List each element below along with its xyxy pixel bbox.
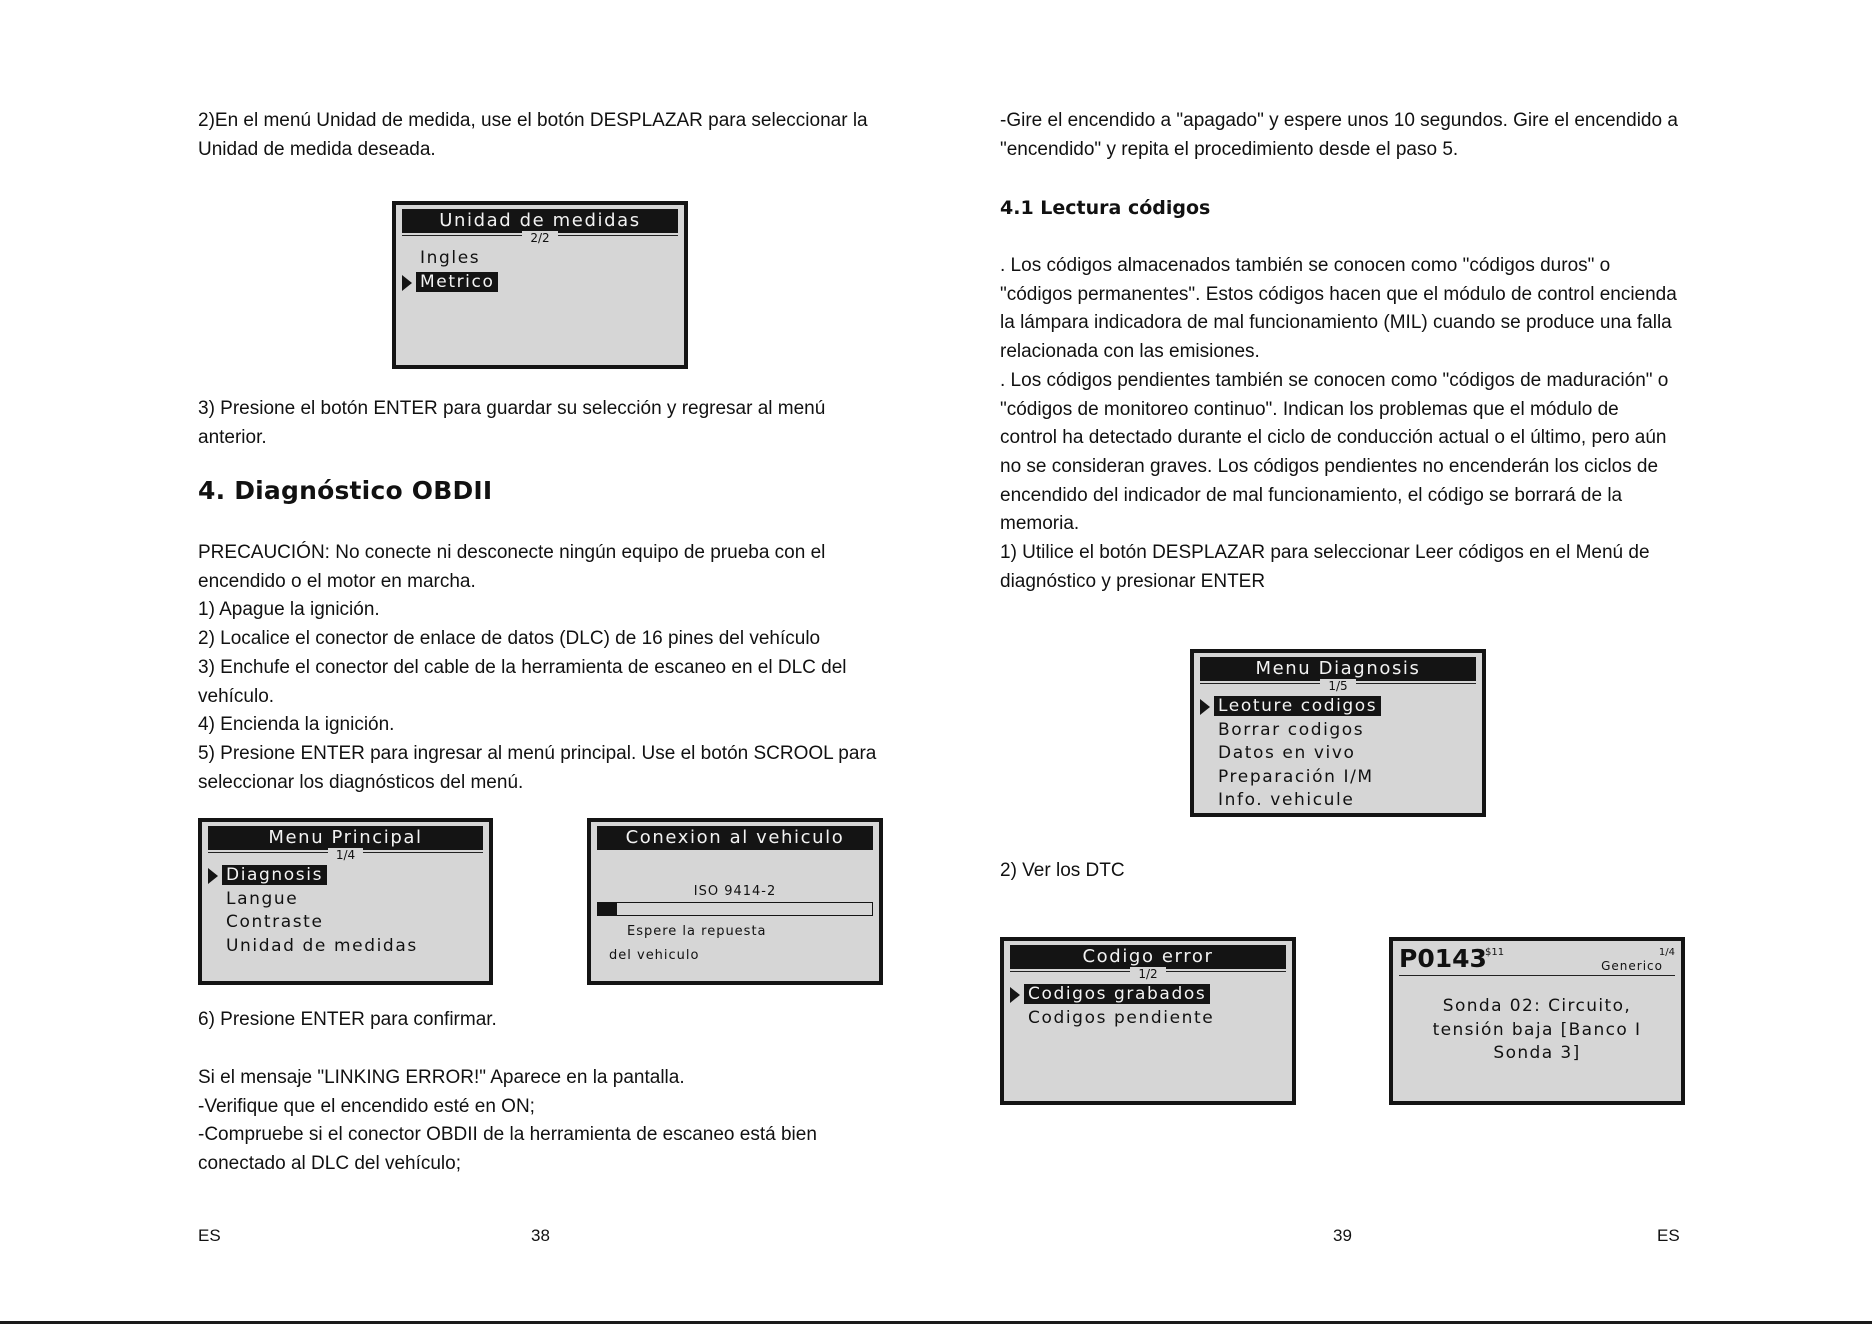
dtc-description: Sonda 02: Circuito, tensión baja [Banco I Sonda 3] [1432,996,1642,1063]
menu-item-label: Ingles [420,248,481,268]
lcd-menu [208,864,483,958]
menu-item-diagnosis[interactable] [208,864,483,888]
menu-item-label: Unidad de medidas [226,935,418,956]
menu-item-label: Borrar codigos [1218,719,1365,740]
pager-label: 2/2 [522,231,557,245]
pager-label: 1/4 [328,848,363,862]
lcd-diagnosis-menu-screen [1190,649,1486,817]
footer-language: ES [198,1226,221,1245]
pager-label: 1/2 [1130,967,1165,981]
lcd-units-screen [392,201,688,369]
menu-item-label: Langue [226,888,299,909]
menu-item-label: Info. vehicule [1218,790,1355,810]
paragraph-linking-error: Si el mensaje "LINKING ERROR!" Aparece en la pantalla. -Verifique que el encendido esté en ON; -Compruebe si el conector OBDII de la herramienta de escaneo está bien conectado al DLC del vehículo; [198,1067,817,1175]
dtc-type: Generico [1601,959,1663,973]
wait-message-line2: del vehiculo [609,948,700,963]
selection-arrow-icon [1200,699,1210,715]
menu-item-info-vehicule[interactable] [1200,789,1476,813]
paragraph-step6: 6) Presione ENTER para confirmar. [198,1009,497,1030]
selection-arrow-icon [402,275,412,291]
section-heading: 4. Diagnóstico OBDII [198,476,493,505]
dtc-code: P0143 [1399,944,1487,973]
menu-item-contraste[interactable] [208,911,483,935]
lcd-error-code-screen [1000,937,1296,1105]
menu-item-label: Datos en vivo [1218,743,1356,763]
menu-item-unidad-medidas[interactable] [208,935,483,959]
lcd-title: Conexion al vehiculo [597,826,873,850]
menu-item-label: Metrico [416,272,498,292]
lcd-title: Codigo error [1010,945,1286,969]
right-page [936,0,1872,1324]
divider [1399,975,1675,976]
menu-item-codigos-pendiente[interactable] [1010,1007,1286,1031]
pager-label: 1/5 [1320,679,1355,693]
protocol-label: ISO 9414-2 [693,884,777,899]
paragraph-codes: . Los códigos almacenados también se conocen como "códigos duros" o "códigos permanentes". Estos códigos hacen que el módulo de control encienda la lámpara indicadora de mal funcionamiento (MIL) cuando se produce una falla relacionada con las emisiones. . Los códigos pendientes también se conocen como "códigos de maduración" o "códigos de monitoreo continuo". Indican los problemas que el módulo de control ha detectado durante el ciclo de conducción actual o el último, pero aún no se consideran graves. Los códigos pendientes no encenderán los ciclos de encendido del indicador de mal funcionamiento, el código se borrará de la memoria. 1) Utilice el botón DESPLAZAR para seleccionar Leer códigos en el Menú de diagnóstico y presionar ENTER [1000,255,1677,592]
menu-item-metrico[interactable] [402,271,678,295]
menu-item-langue[interactable] [208,888,483,912]
lcd-menu [1200,695,1476,813]
menu-item-borrar-codigos[interactable] [1200,719,1476,743]
page-number: 39 [1333,1226,1352,1245]
paragraph-ignition: -Gire el encendido a "apagado" y espere unos 10 segundos. Gire el encendido a "encendido" y repita el procedimiento desde el paso 5. [1000,110,1678,160]
menu-item-label: Diagnosis [222,865,327,885]
menu-item-label: Codigos grabados [1024,984,1210,1004]
footer-language: ES [1657,1226,1680,1245]
paragraph-step3: 3) Presione el botón ENTER para guardar su selección y regresar al menú anterior. [198,398,826,448]
paragraph-precaution: PRECAUCIÓN: No conecte ni desconecte ningún equipo de prueba con el encendido o el motor en marcha. 1) Apague la ignición. 2) Localice el conector de enlace de datos (DLC) de 16 pines del vehículo 3) Enchufe el conector del cable de la herramienta de escaneo en el DLC del vehículo. 4) Encienda la ignición. 5) Presione ENTER para ingresar al menú principal. Use el botón SCROOL para seleccionar los diagnósticos del menú. [198,542,877,793]
menu-item-label: Contraste [226,912,324,932]
page-number: 38 [531,1226,550,1245]
selection-arrow-icon [208,868,218,884]
lcd-main-menu-screen [198,818,493,985]
selection-arrow-icon [1010,987,1020,1003]
menu-item-label: Leoture codigos [1214,696,1381,716]
lcd-title: Menu Principal [208,826,483,850]
progress-fill [598,903,617,915]
dtc-superscript: $11 [1485,947,1505,958]
menu-item-preparacion-im[interactable] [1200,766,1476,790]
paragraph-step2: 2)En el menú Unidad de medida, use el botón DESPLAZAR para seleccionar la Unidad de medida deseada. [198,110,868,160]
menu-item-datos-en-vivo[interactable] [1200,742,1476,766]
lcd-dtc-detail-screen [1389,937,1685,1105]
menu-item-ingles[interactable] [402,247,678,271]
menu-item-label: Preparación I/M [1218,766,1374,787]
menu-item-label: Codigos pendiente [1028,1007,1215,1028]
progress-bar [597,902,873,916]
dtc-page: 1/4 [1658,947,1675,958]
lcd-menu [402,247,678,294]
paragraph-view-dtc: 2) Ver los DTC [1000,860,1125,881]
lcd-title: Unidad de medidas [402,209,678,233]
menu-item-codigos-grabados[interactable] [1010,983,1286,1007]
lcd-connection-screen [587,818,883,985]
lcd-title: Menu Diagnosis [1200,657,1476,681]
wait-message-line1: Espere la repuesta [627,924,767,939]
menu-item-leer-codigos[interactable] [1200,695,1476,719]
subsection-heading: 4.1 Lectura códigos [1000,197,1211,219]
lcd-menu [1010,983,1286,1030]
